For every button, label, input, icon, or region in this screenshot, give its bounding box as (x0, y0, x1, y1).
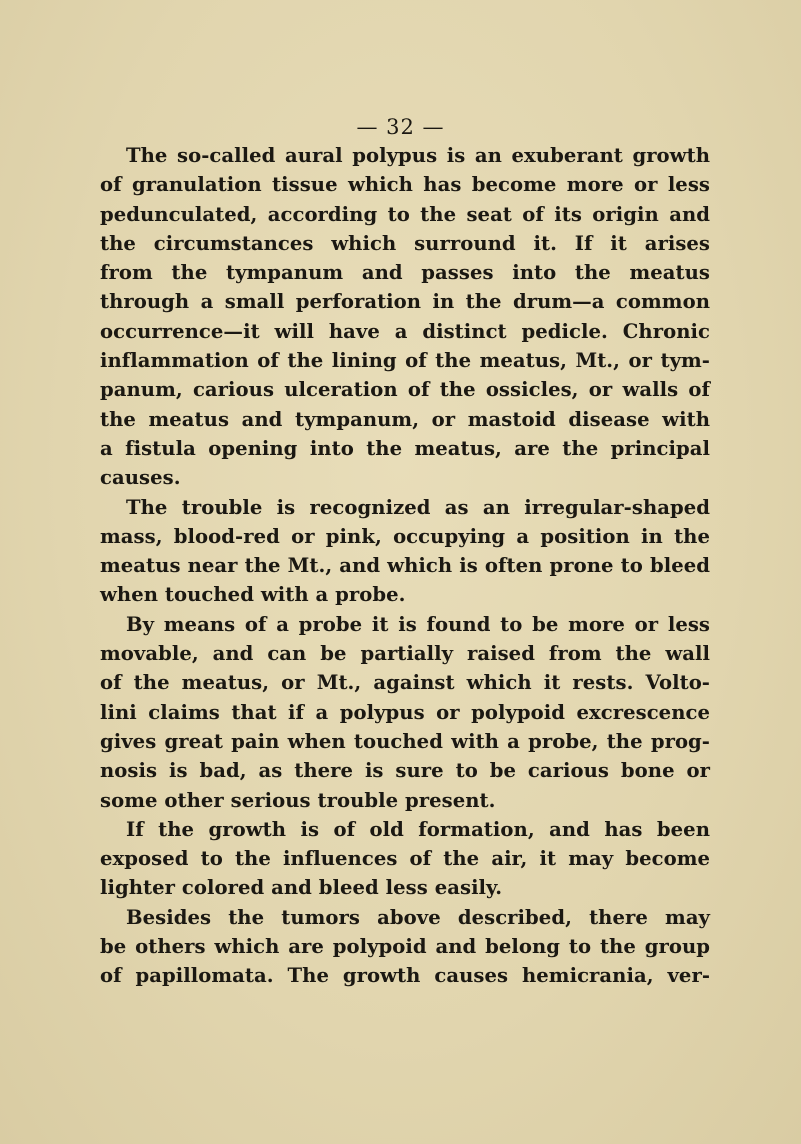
text-line: panum, carious ulceration of the ossicles, or walls of (100, 378, 710, 402)
text-line: lini claims that if a polypus or polypoid excrescence (100, 700, 710, 724)
text-line: The so-called aural polypus is an exuberant growth (126, 144, 710, 167)
text-line: when touched with a probe. (100, 583, 406, 607)
text-line: nosis is bad, as there is sure to be carious bone or (100, 759, 710, 783)
text-line: exposed to the influences of the air, it may become (100, 847, 710, 871)
text-line: of granulation tissue which has become more or less (100, 173, 710, 197)
text-line: Besides the tumors above described, there may (126, 905, 710, 929)
text-line: inflammation of the lining of the meatus, Mt., or tym- (100, 349, 710, 373)
text-line: of papillomata. The growth causes hemicrania, ver- (100, 964, 710, 988)
text-line: a fistula opening into the meatus, are the principal (100, 436, 710, 460)
text-line: through a small perforation in the drum—a common (100, 290, 710, 314)
text-line: occurrence—it will have a distinct pedicle. Chronic (100, 319, 710, 343)
text-line: If the growth is of old formation, and has been (126, 817, 710, 841)
text-line: movable, and can be partially raised from the wall (100, 642, 710, 666)
text-line: By means of a probe it is found to be more or less (126, 612, 710, 636)
text-line: be others which are polypoid and belong to the group (100, 935, 710, 959)
text-line: of the meatus, or Mt., against which it rests. Volto- (100, 671, 710, 695)
text-line: The trouble is recognized as an irregular-shaped (126, 495, 710, 519)
body-text (100, 141, 710, 991)
text-line: lighter colored and bleed less easily. (100, 876, 503, 900)
text-line: mass, blood-red or pink, occupying a position in the (100, 524, 710, 548)
text-line: the meatus and tympanum, or mastoid disease with (100, 407, 710, 431)
text-line: causes. (100, 466, 181, 490)
text-line: some other serious trouble present. (100, 788, 496, 812)
page-number: — 32 — (356, 115, 445, 139)
text-line: gives great pain when touched with a probe, the prog- (100, 729, 710, 753)
text-line: meatus near the Mt., and which is often prone to bleed (100, 554, 710, 578)
text-line: pedunculated, according to the seat of its origin and (100, 202, 710, 226)
text-line: the circumstances which surround it. If it arises (100, 231, 710, 255)
text-line: from the tympanum and passes into the meatus (100, 261, 710, 285)
